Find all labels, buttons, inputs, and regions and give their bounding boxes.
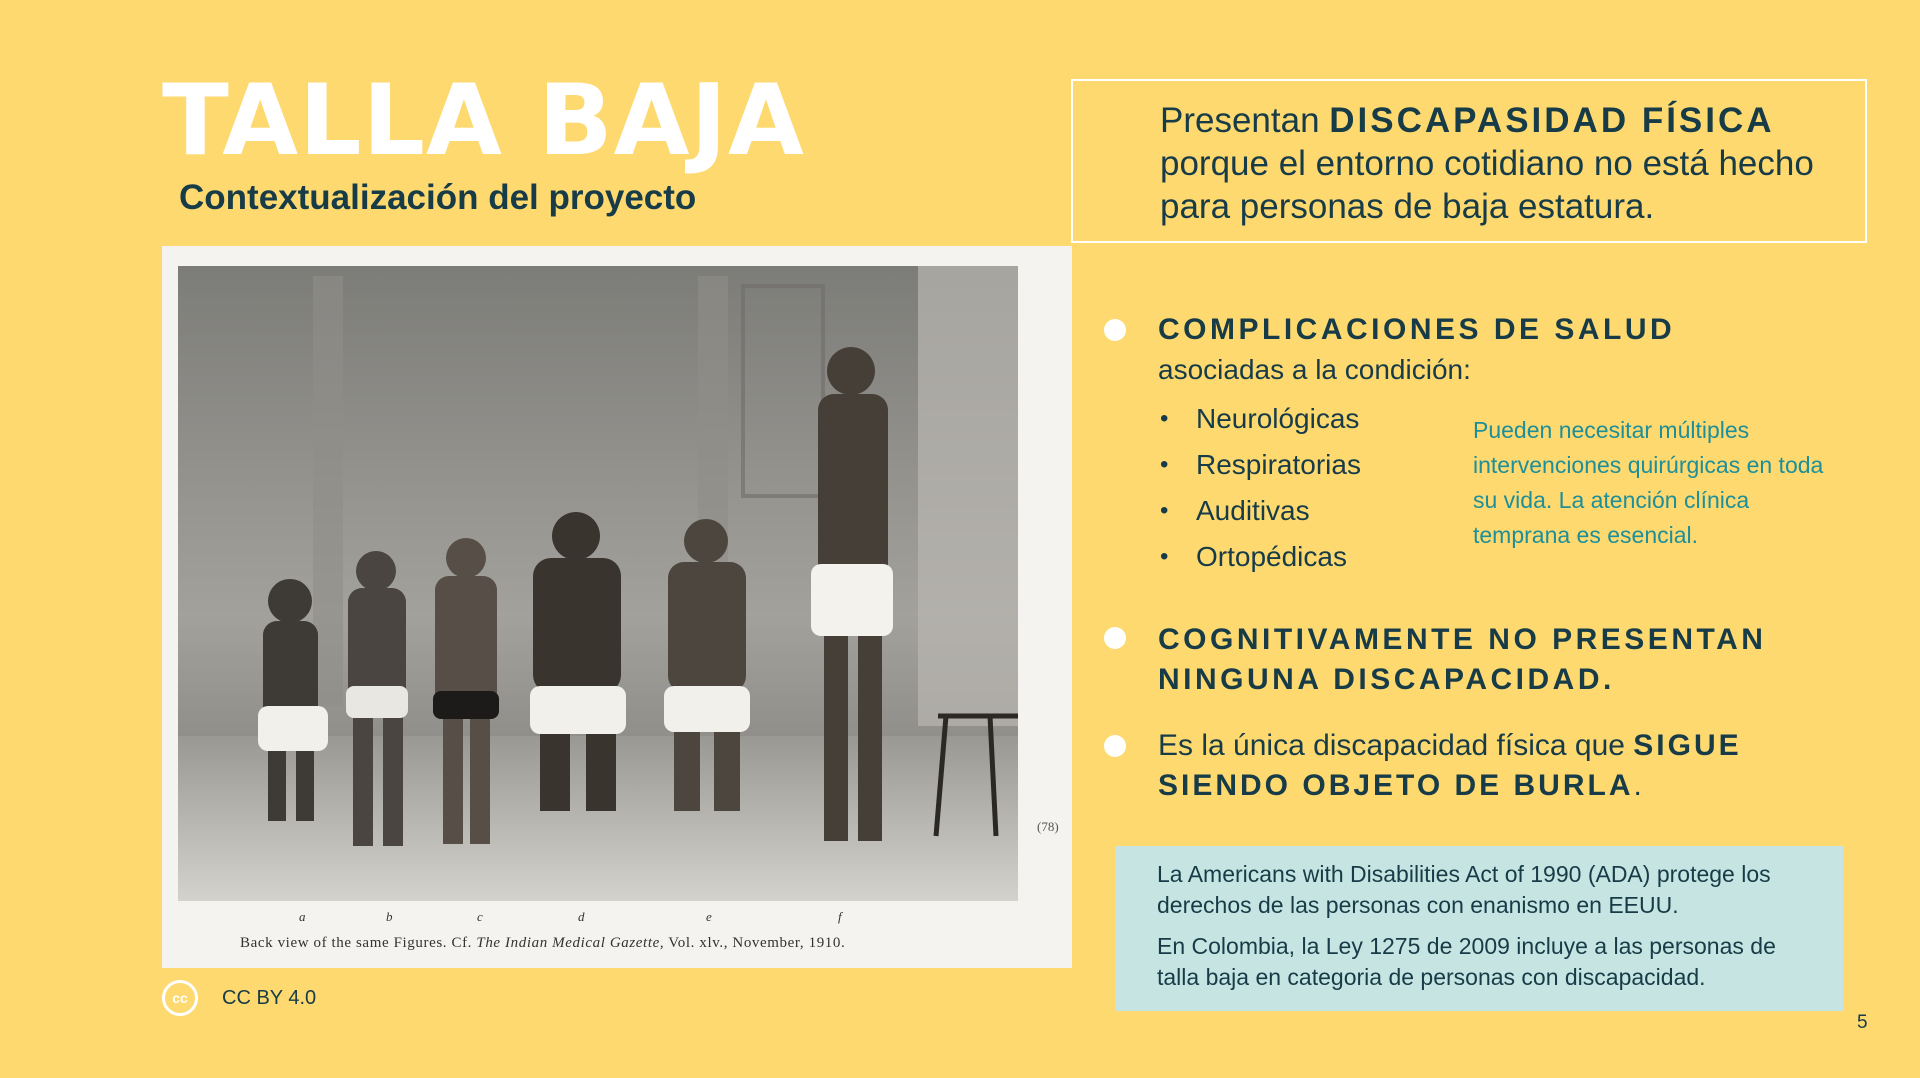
ada-text: La Americans with Disabilities Act of 1990 (ADA) protege los derechos de las personas con enanismo en EEUU. bbox=[1157, 861, 1771, 918]
complications-list bbox=[1160, 396, 1361, 580]
health-heading: COMPLICACIONES DE SALUD bbox=[1158, 313, 1676, 346]
list-item: • Neurológicas bbox=[1160, 403, 1360, 434]
cognitive-statement: COGNITIVAMENTE NO PRESENTAN NINGUNA DISCAPACIDAD. bbox=[1158, 623, 1767, 696]
page-title: TALLA BAJA bbox=[162, 64, 805, 178]
mockery-statement: Es la única discapacidad física que SIGUE SIENDO OBJETO DE BURLA. bbox=[1158, 729, 1742, 802]
figure-letter: f bbox=[838, 909, 842, 924]
photo-caption bbox=[162, 819, 1072, 965]
colombia-law-text: En Colombia, la Ley 1275 de 2009 incluye a las personas de talla baja en categoria de personas con discapacidad. bbox=[1157, 933, 1776, 990]
license-label: CC BY 4.0 bbox=[222, 987, 317, 1009]
list-item: • Ortopédicas bbox=[1160, 541, 1347, 572]
health-subheading: asociadas a la condición: bbox=[1158, 354, 1471, 385]
caption-text: Back view of the same Figures. Cf. The Indian Medical Gazette, Vol. xlv., November, 1910. bbox=[240, 935, 846, 951]
bullet-dot bbox=[1104, 319, 1126, 341]
cc-icon: cc bbox=[162, 980, 198, 1016]
figure-letters bbox=[162, 909, 1072, 927]
intro-box bbox=[1071, 79, 1867, 243]
law-info-box bbox=[1115, 846, 1843, 1011]
bullet-dot bbox=[1104, 627, 1126, 649]
page-subtitle: Contextualización del proyecto bbox=[179, 178, 697, 217]
bullet-dot bbox=[1104, 735, 1126, 757]
plate-number: (78) bbox=[1037, 819, 1059, 834]
surgery-note: Pueden necesitar múltiples intervenciones quirúrgicas en toda su vida. La atención clínica temprana es esencial. bbox=[1473, 417, 1824, 548]
intro-emphasis: DISCAPASIDAD FÍSICA bbox=[1329, 101, 1775, 140]
page-number: 5 bbox=[1857, 1012, 1868, 1033]
figure-letter: d bbox=[578, 909, 585, 924]
photo-image bbox=[178, 266, 1018, 901]
figure-letter: e bbox=[706, 909, 712, 924]
list-item: • Respiratorias bbox=[1160, 449, 1361, 480]
list-item: • Auditivas bbox=[1160, 495, 1310, 526]
intro-text: Presentan DISCAPASIDAD FÍSICA porque el entorno cotidiano no está hecho para personas de baja estatura. bbox=[1160, 101, 1814, 226]
figure-letter: a bbox=[299, 909, 306, 924]
journal-name: The Indian Medical Gazette bbox=[476, 935, 660, 951]
figure-letter: c bbox=[477, 909, 483, 924]
figure-letter: b bbox=[386, 909, 393, 924]
historical-photo bbox=[162, 246, 1072, 968]
